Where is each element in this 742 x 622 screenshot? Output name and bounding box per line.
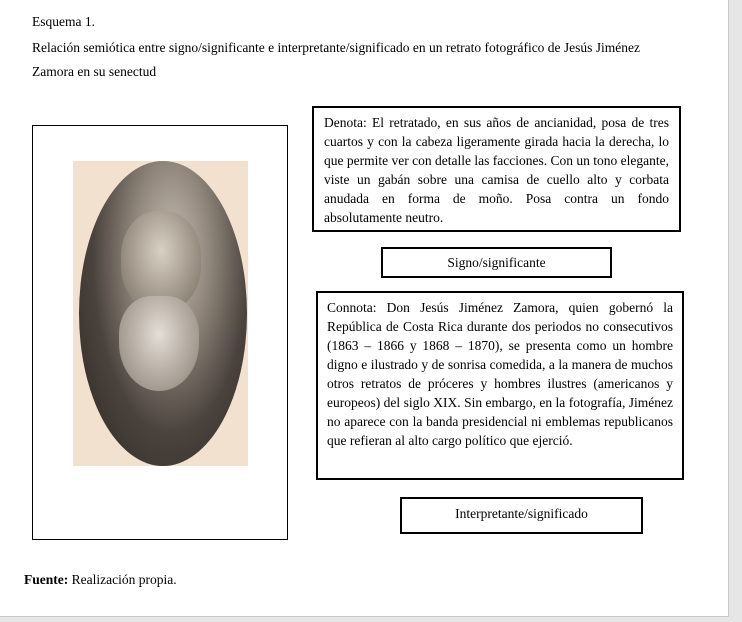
connota-box: Connota: Don Jesús Jiménez Zamora, quien gobernó la República de Costa Rica durante dos periodos no consecutivos (1863 – 1866 y 1868 – 1870), se presenta como un hombre digno e ilustrado y de sonrisa comedida, a la manera de muchos otros retratos de próceres y hombres ilustres (americanos y europeos) del siglo XIX. Sin embargo, en la fotografía, Jiménez no aparece con la banda presidencial ni emblemas republicanos que refieran al alto cargo político que ejerció. (316, 291, 684, 480)
figure-title-line1: Relación semiótica entre signo/significante e interpretante/significado en un retrato fotográfico de Jesús Jiménez (32, 40, 641, 55)
figure-label: Esquema 1. (32, 14, 95, 29)
source-label: Fuente: (24, 572, 69, 587)
source-note (24, 572, 177, 588)
source-text: Realización propia. (68, 572, 177, 587)
figure-title-line2: Zamora en su senectud (32, 64, 157, 79)
signo-box: Signo/significante (381, 247, 612, 278)
photo-frame (32, 125, 288, 540)
portrait-photo (73, 161, 248, 466)
portrait-oval (79, 161, 247, 466)
portrait-beard (119, 296, 199, 391)
denota-box: Denota: El retratado, en sus años de ancianidad, posa de tres cuartos y con la cabeza ligeramente girada hacia la derecha, lo que permite ver con detalle las facciones. Con un tono elegante, viste un gabán sobre una camisa de cuello alto y corbata anudada en forma de moño. Posa contra un fondo absolutamente neutro. (312, 106, 681, 232)
interpretante-box: Interpretante/significado (400, 497, 643, 534)
